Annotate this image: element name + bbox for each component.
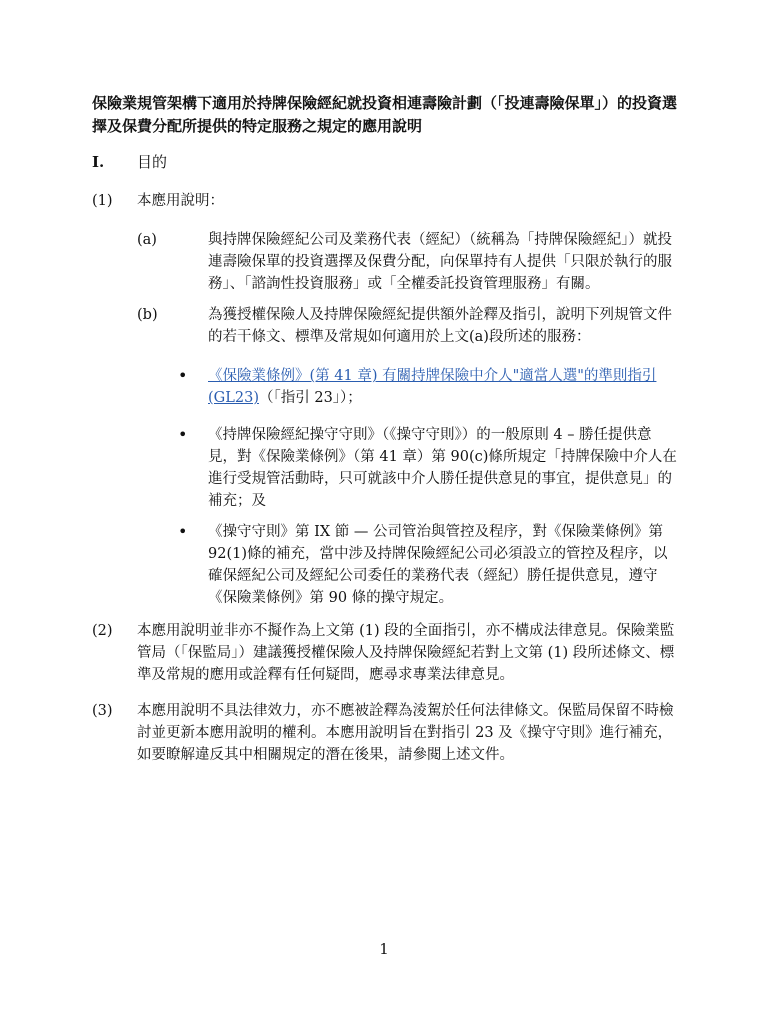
bullet-1-item <box>208 365 680 409</box>
paragraph-2-text: 本應用說明並非亦不擬作為上文第 (1) 段的全面指引，亦不構成法律意見。保險業監管局（「保監局」）建議獲授權保險人及持牌保險經紀若對上文第 (1) 段所述條文、標準及常規的應用或詮釋有任何疑問，應尋求專業法律意見。 <box>137 623 675 683</box>
item-a-label: (a) <box>137 232 157 248</box>
page-number: 1 <box>379 940 389 958</box>
bullet-1-suffix: （「指引 23」）； <box>258 390 362 406</box>
document-title: 保險業規管架構下適用於持牌保險經紀就投資相連壽險計劃（「投連壽險保單」）的投資選擇及保費分配所提供的特定服務之規定的應用說明 <box>92 94 678 135</box>
section-number: I. <box>92 153 105 171</box>
item-a-text: 與持牌保險經紀公司及業務代表（經紀）（統稱為「持牌保險經紀」）就投連壽險保單的投資選擇及保費分配，向保單持有人提供「只限於執行的服務」、「諮詢性投資服務」或「全權委託投資管理服務」有關。 <box>208 232 672 292</box>
section-title: 目的 <box>137 153 168 171</box>
paragraph-1-number: (1) <box>92 193 113 209</box>
item-b-label: (b) <box>137 307 158 323</box>
paragraph-3-number: (3) <box>92 703 113 719</box>
bullet-dot-icon: • <box>178 366 188 385</box>
item-b-text: 為獲授權保險人及持牌保險經紀提供額外詮釋及指引，說明下列規管文件的若干條文、標準及常規如何適用於上文(a)段所述的服務： <box>208 307 672 345</box>
gl23-link[interactable]: 《保險業條例》(第 41 章) 有關持牌保險中介人"適當人選"的準則指引 (GL23) <box>208 368 657 406</box>
paragraph-2-number: (2) <box>92 623 113 639</box>
paragraph-3-text: 本應用說明不具法律效力，亦不應被詮釋為淩駕於任何法律條文。保監局保留不時檢討並更新本應用說明的權利。本應用說明旨在對指引 23 及《操守守則》進行補充，如要瞭解違反其中相關規定的潛在後果，請參閱上述文件。 <box>137 703 674 763</box>
bullet-dot-icon: • <box>178 425 188 444</box>
paragraph-1-text: 本應用說明： <box>137 193 224 209</box>
bullet-3-text: 《操守守則》第 IX 節 — 公司管治與管控及程序，對《保險業條例》第 92(1)條的補充，當中涉及持牌保險經紀公司必須設立的管控及程序，以確保經紀公司及經紀公司委任的業務代表（經紀）勝任提供意見，遵守《保險業條例》第 90 條的操守規定。 <box>208 524 668 606</box>
bullet-2-text: 《持牌保險經紀操守守則》（《操守守則》）的一般原則 4 – 勝任提供意見，對《保險業條例》（第 41 章）第 90(c)條所規定「持牌保險中介人在進行受規管活動時，只可就該中介人勝任提供意見的事宜，提供意見」的補充；及 <box>208 427 677 509</box>
bullet-dot-icon: • <box>178 522 188 541</box>
